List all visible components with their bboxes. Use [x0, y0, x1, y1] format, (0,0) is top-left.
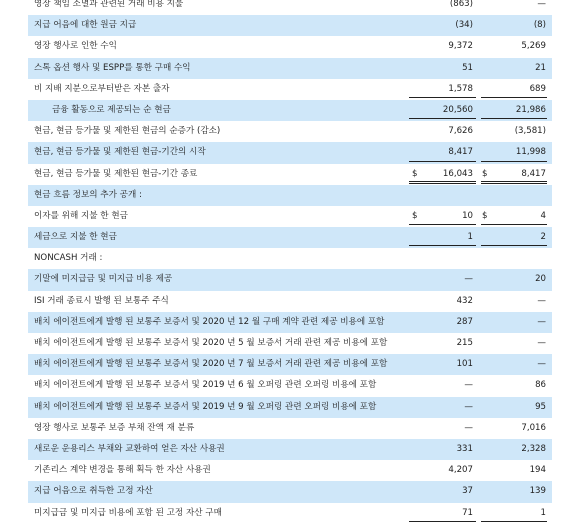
- row-label: 현금, 현금 등가물 및 제한된 현금의 순증가 (감소): [34, 126, 221, 137]
- value-col1: 16,043: [442, 168, 473, 179]
- row-label: 배치 에이전트에게 발행 된 보통주 보증서 및 2020 년 7 월 보증서 거래 관련 제공 비용에 포함: [34, 359, 388, 370]
- row-label: 영장 행사로 보통주 보증 부채 잔액 재 분류: [34, 422, 195, 433]
- value-col2: (3,581): [514, 126, 546, 137]
- value-col1: 4,207: [448, 465, 473, 476]
- table-row: [28, 15, 552, 36]
- row-label: 이자를 위해 지불 한 현금: [34, 210, 128, 221]
- value-col1: 1: [467, 232, 473, 243]
- underline: [481, 161, 547, 162]
- underline: [481, 97, 547, 98]
- value-col2: —: [537, 338, 546, 348]
- value-col1: 51: [462, 62, 473, 73]
- table-row: [28, 227, 552, 248]
- table-row: [28, 418, 552, 439]
- underline: [481, 245, 547, 246]
- row-label: ISI 거래 종료시 발행 된 보통주 주식: [34, 295, 169, 306]
- table-row: [28, 460, 552, 481]
- value-col2: 194: [529, 465, 546, 476]
- row-label: 현금 흐름 정보의 추가 공개 :: [34, 189, 142, 200]
- value-col1: 432: [456, 295, 473, 306]
- table-row: [28, 291, 552, 312]
- row-label: 새로운 운용리스 부채와 교환하여 얻은 자산 사용권: [34, 443, 225, 454]
- row-label: 비 지배 지분으로부터받은 자본 출자: [34, 83, 170, 94]
- table-row: [28, 36, 552, 57]
- value-col2: 139: [529, 486, 546, 497]
- row-label: 배치 에이전트에게 발행 된 보통주 보증서 및 2020 년 5 월 보증서 거래 관련 제공 비용에 포함: [34, 338, 388, 348]
- table-row: [28, 100, 552, 121]
- table-row: [28, 185, 552, 206]
- double-underline: [481, 181, 547, 184]
- row-label: 미지급금 및 미지급 비용에 포함 된 고정 자산 구매: [34, 507, 222, 518]
- row-label: 금융 활동으로 제공되는 순 현금: [52, 104, 171, 115]
- value-col2: 2: [540, 232, 546, 243]
- value-col1: —: [464, 422, 473, 433]
- table-row: [28, 503, 552, 524]
- value-col1: 287: [456, 316, 473, 327]
- value-col1: 20,560: [442, 104, 473, 115]
- table-row: [28, 206, 552, 227]
- value-col2: 95: [535, 401, 546, 412]
- table-row: [28, 481, 552, 502]
- table-row: [28, 79, 552, 100]
- value-col2: 11,998: [515, 147, 546, 158]
- underline: [409, 97, 476, 98]
- value-col1: 1,578: [448, 83, 473, 94]
- row-label: 기존리스 계약 변경을 통해 획득 한 자산 사용권: [34, 465, 211, 476]
- row-label: 현금, 현금 등가물 및 제한된 현금-기간의 시작: [34, 147, 206, 158]
- row-label: NONCASH 거래 :: [34, 253, 103, 264]
- value-col2: —: [537, 359, 546, 370]
- value-col1: —: [464, 274, 473, 285]
- row-label: 스톡 옵션 행사 및 ESPP를 통한 구매 수익: [34, 62, 191, 73]
- table-row: [28, 142, 552, 163]
- table-row: [28, 439, 552, 460]
- value-col2: 8,417: [521, 168, 546, 179]
- underline: [409, 521, 476, 522]
- table-row: [28, 121, 552, 142]
- row-label: 배치 에이전트에게 발행 된 보통주 보증서 및 2020 년 12 월 구매 계약 관련 제공 비용에 포함: [34, 316, 385, 327]
- row-label: 배치 에이전트에게 발행 된 보통주 보증서 및 2019 년 6 월 오퍼링 관련 오퍼링 비용에 포함: [34, 380, 377, 391]
- value-col1: 215: [456, 338, 473, 348]
- row-label: 세금으로 지불 한 현금: [34, 232, 117, 243]
- value-col2: 21,986: [515, 104, 546, 115]
- underline: [409, 161, 476, 162]
- underline: [481, 521, 547, 522]
- value-col1: (34): [455, 20, 473, 31]
- value-col2: —: [537, 316, 546, 327]
- value-col1: 10: [462, 210, 473, 221]
- currency-symbol: $: [482, 168, 488, 179]
- row-label: 지급 어음에 대한 원금 지급: [34, 20, 137, 31]
- value-col2: —: [537, 295, 546, 306]
- value-col1: —: [464, 380, 473, 391]
- underline: [481, 118, 547, 119]
- table-row: [28, 312, 552, 333]
- value-col1: 101: [456, 359, 473, 370]
- table-row: [28, 333, 552, 354]
- table-row: [28, 397, 552, 418]
- table-row: [28, 375, 552, 396]
- value-col2: 5,269: [521, 41, 546, 52]
- value-col2: 1: [540, 507, 546, 518]
- row-label: 현금, 현금 등가물 및 제한된 현금-기간 종료: [34, 168, 198, 179]
- underline: [409, 224, 476, 225]
- value-col2: 20: [535, 274, 546, 285]
- table-row: [28, 269, 552, 290]
- table-row: [28, 58, 552, 79]
- value-col2: (8): [533, 20, 546, 31]
- value-col1: 9,372: [448, 41, 473, 52]
- row-label: 지급 어음으로 취득한 고정 자산: [34, 486, 153, 497]
- value-col2: 7,016: [521, 422, 546, 433]
- double-underline: [409, 181, 476, 184]
- table-row: [28, 164, 552, 185]
- value-col2: —: [537, 0, 546, 9]
- value-col2: 21: [535, 62, 546, 73]
- row-label: 영장 책임 소멸과 관련된 거래 비용 지불: [34, 0, 184, 9]
- value-col1: —: [464, 401, 473, 412]
- value-col1: 37: [462, 486, 473, 497]
- value-col1: (863): [449, 0, 473, 9]
- value-col2: 4: [540, 210, 546, 221]
- value-col1: 331: [456, 443, 473, 454]
- value-col2: 689: [529, 83, 546, 94]
- value-col2: 2,328: [521, 443, 546, 454]
- underline: [481, 224, 547, 225]
- currency-symbol: $: [412, 168, 418, 179]
- value-col1: 71: [462, 507, 473, 518]
- value-col1: 7,626: [448, 126, 473, 137]
- row-label: 영장 행사로 인한 수익: [34, 41, 117, 52]
- underline: [409, 118, 476, 119]
- row-label: 기말에 미지급금 및 미지급 비용 제공: [34, 274, 173, 285]
- currency-symbol: $: [412, 210, 418, 221]
- table-row: [28, 354, 552, 375]
- cash-flow-table: [28, 0, 552, 524]
- value-col1: 8,417: [448, 147, 473, 158]
- value-col2: 86: [535, 380, 546, 391]
- table-row: [28, 0, 552, 15]
- row-label: 배치 에이전트에게 발행 된 보통주 보증서 및 2019 년 9 월 오퍼링 관련 오퍼링 비용에 포함: [34, 401, 377, 412]
- underline: [409, 245, 476, 246]
- table-row: [28, 248, 552, 269]
- currency-symbol: $: [482, 210, 488, 221]
